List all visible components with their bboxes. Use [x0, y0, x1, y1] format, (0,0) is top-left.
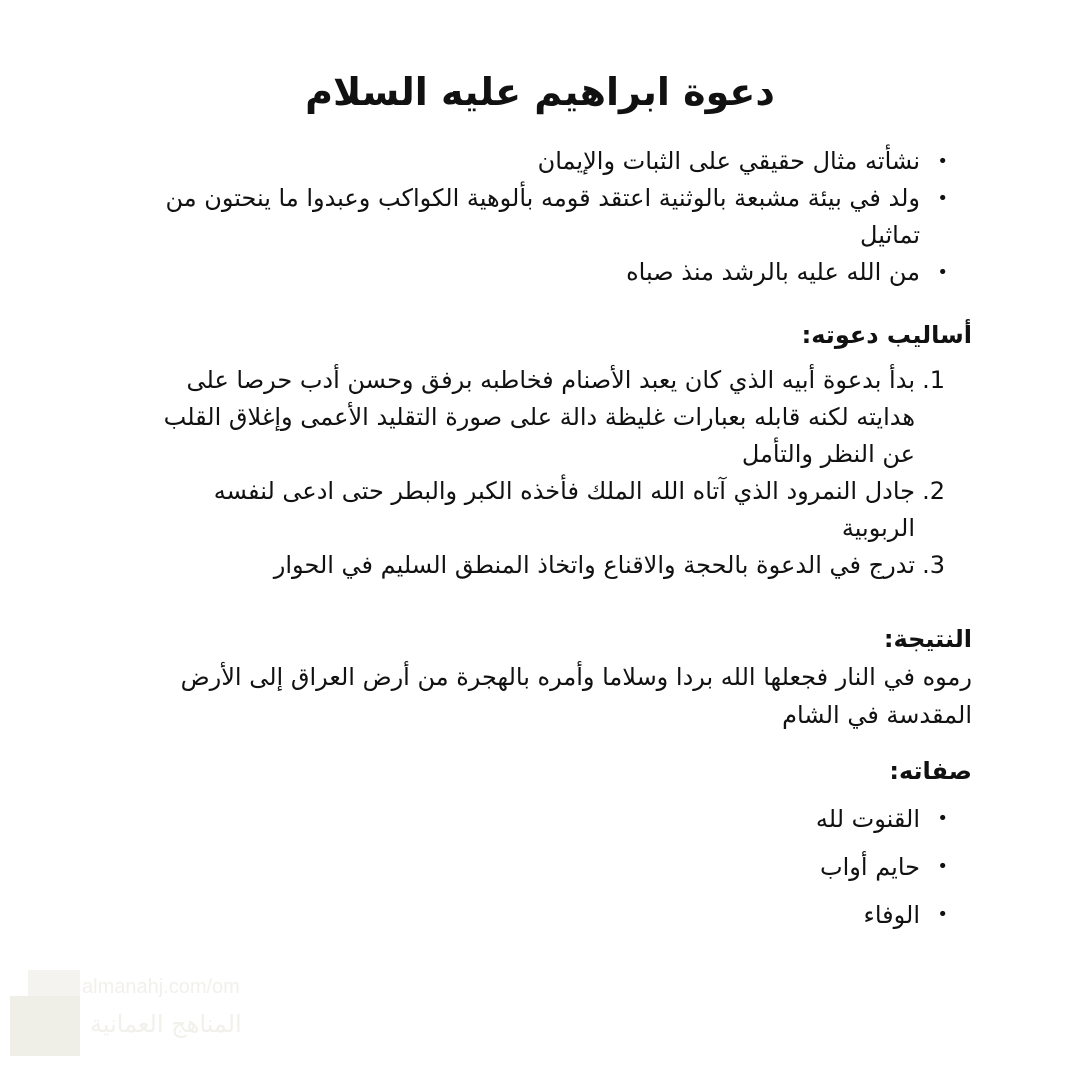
trait-text: حايم أواب	[820, 853, 920, 881]
trait-text: الوفاء	[863, 901, 920, 929]
method-text: تدرج في الدعوة بالحجة والاقناع واتخاذ المنطق السليم في الحوار	[273, 551, 915, 579]
list-item	[420, 795, 948, 843]
result-section	[152, 620, 972, 734]
method-number: 2.	[922, 477, 945, 505]
bullet-icon: •	[937, 188, 948, 209]
watermark-url: almanahj.com/om	[82, 976, 240, 998]
bullet-icon: •	[937, 262, 948, 283]
bullet-icon: •	[937, 856, 948, 877]
methods-section	[155, 362, 945, 584]
trait-text: القنوت لله	[815, 805, 920, 833]
methods-heading-block	[112, 316, 972, 354]
watermark-logo-base-icon	[10, 996, 80, 1056]
list-item	[420, 843, 948, 891]
methods-list	[155, 362, 945, 584]
intro-bullet-text: من الله عليه بالرشد منذ صباه	[626, 258, 920, 286]
list-item	[160, 254, 948, 291]
method-number: 3.	[922, 551, 945, 579]
intro-bullet-list	[160, 143, 948, 291]
list-item	[155, 362, 945, 473]
list-item	[420, 891, 948, 939]
bullet-icon: •	[937, 151, 948, 172]
traits-bullet-list	[420, 795, 948, 939]
page-title: دعوة ابراهيم عليه السلام	[305, 70, 775, 114]
intro-bullet-text: ولد في بيئة مشبعة بالوثنية اعتقد قومه بألوهية الكواكب وعبدوا ما ينحتون من تماثيل	[165, 184, 920, 249]
traits-section	[420, 795, 948, 939]
traits-heading-block	[112, 752, 972, 790]
list-item	[155, 547, 945, 584]
bullet-icon: •	[937, 808, 948, 829]
result-text: رموه في النار فجعلها الله بردا وسلاما وأمره بالهجرة من أرض العراق إلى الأرض المقدسة في الشام	[180, 663, 972, 729]
traits-heading: صفاته:	[889, 757, 972, 785]
intro-bullet-text: نشأته مثال حقيقي على الثبات والإيمان	[537, 147, 920, 175]
list-item	[160, 180, 948, 254]
watermark	[10, 968, 250, 1058]
watermark-arabic-text: المناهج العمانية	[90, 1010, 242, 1038]
method-text: جادل النمرود الذي آتاه الله الملك فأخذه الكبر والبطر حتى ادعى لنفسه الربوبية	[213, 477, 915, 542]
list-item	[155, 473, 945, 547]
result-heading: النتيجة:	[883, 625, 972, 653]
bullet-icon: •	[937, 904, 948, 925]
method-text: بدأ بدعوة أبيه الذي كان يعبد الأصنام فخاطبه برفق وحسن أدب حرصا على هدايته لكنه قابله بعبارات غليظة دالة على صورة التقليد الأعمى وإغلاق القلب عن النظر والتأمل	[163, 366, 915, 468]
list-item	[160, 143, 948, 180]
methods-heading: أساليب دعوته:	[801, 321, 972, 349]
method-number: 1.	[922, 366, 945, 394]
intro-section	[160, 143, 948, 291]
